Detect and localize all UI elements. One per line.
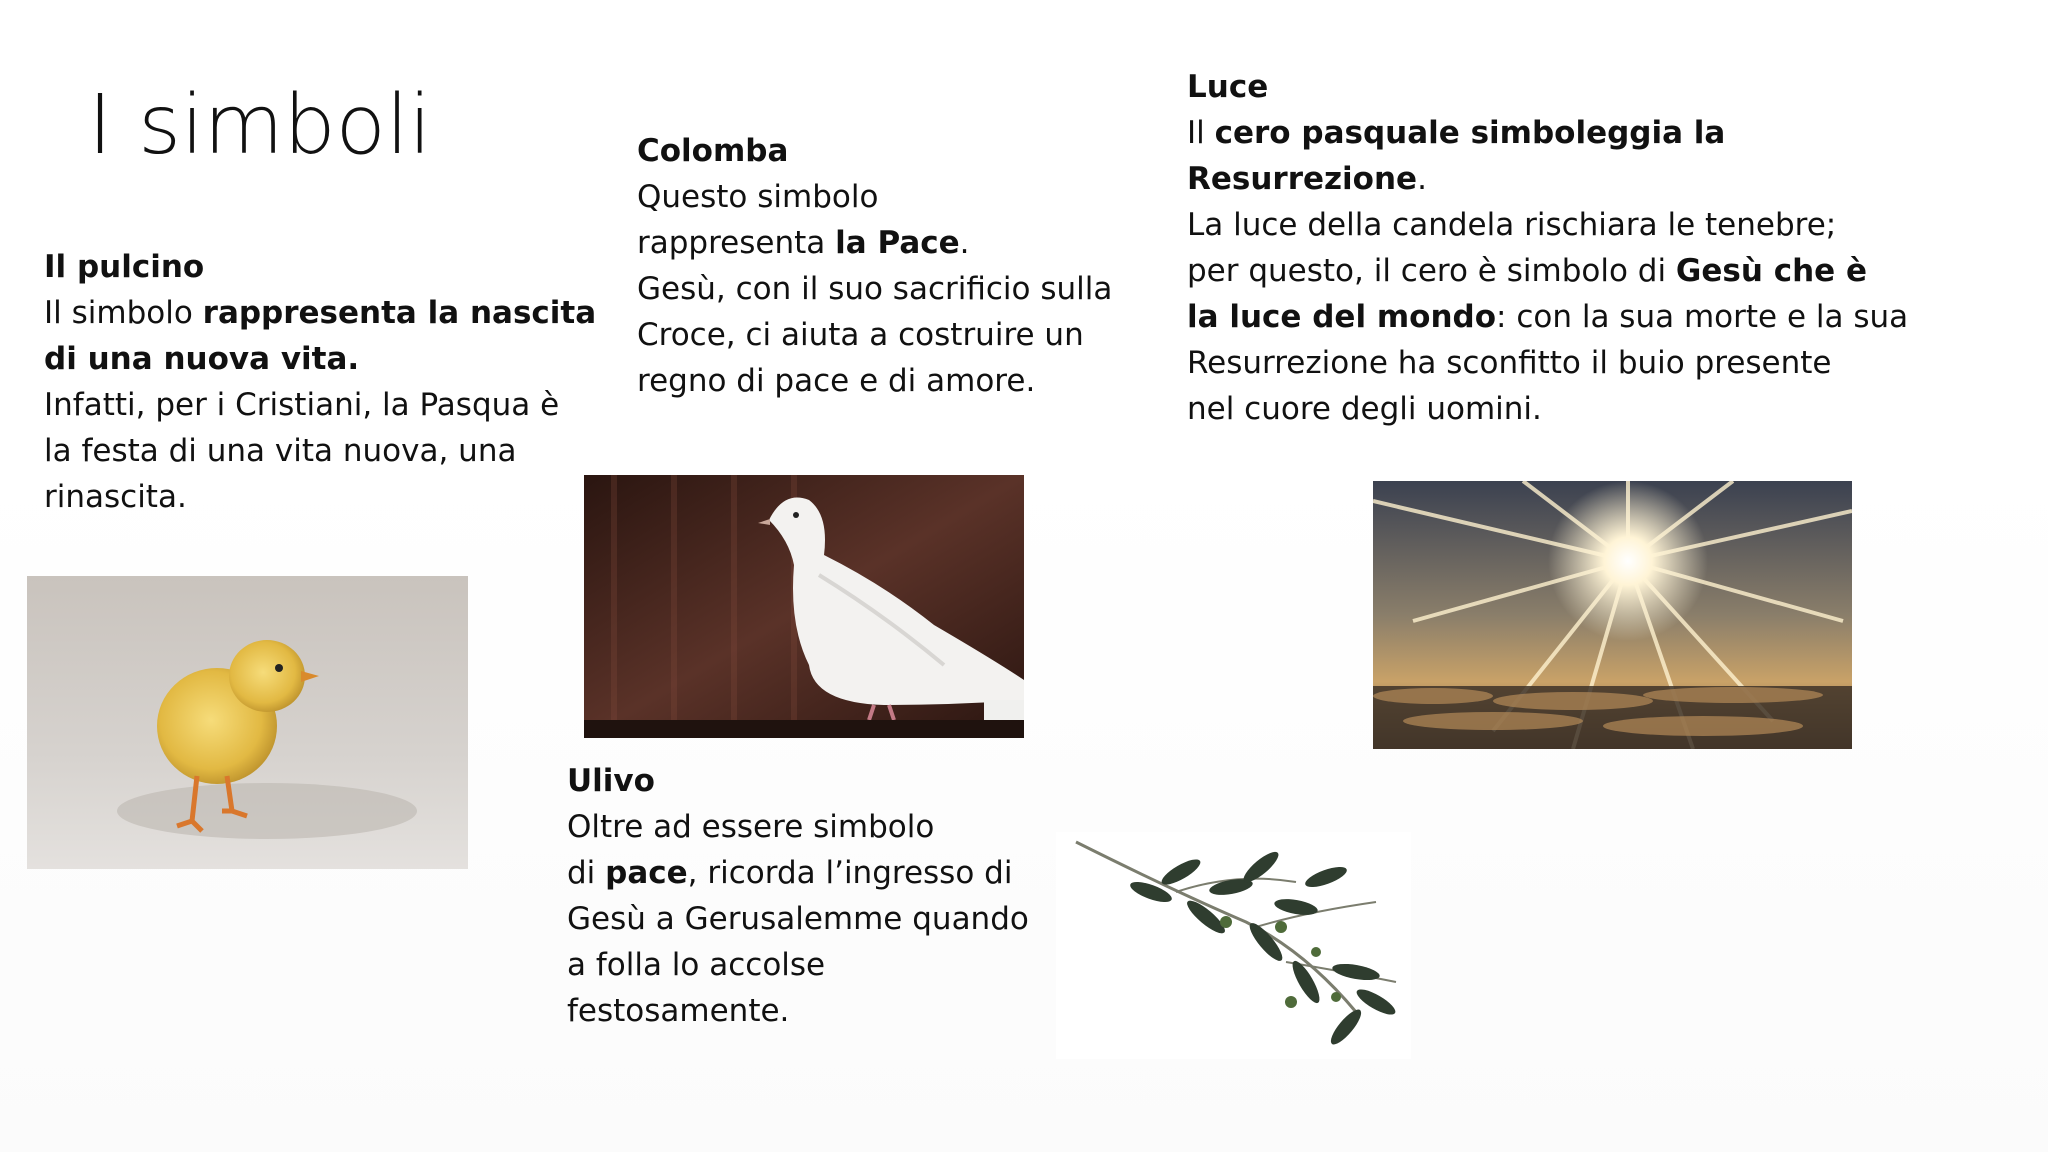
- luce-bold: la luce del mondo: [1187, 299, 1497, 335]
- ulivo-line: Oltre ad essere simbolo: [567, 809, 935, 845]
- colomba-line: Questo simbolo: [637, 179, 879, 215]
- ulivo-bold: pace: [605, 855, 688, 891]
- pulcino-text: [44, 244, 596, 520]
- ulivo-line: , ricorda l’ingresso di: [687, 855, 1013, 891]
- colomba-line: Croce, ci aiuta a costruire un: [637, 317, 1084, 353]
- luce-line: La luce della candela rischiara le tenebre;: [1187, 207, 1837, 243]
- luce-bold: Gesù che è: [1675, 253, 1867, 289]
- ulivo-line: Gesù a Gerusalemme quando: [567, 901, 1029, 937]
- pulcino-line: rinascita.: [44, 479, 187, 515]
- pulcino-line: Infatti, per i Cristiani, la Pasqua è: [44, 387, 560, 423]
- pulcino-line: Il simbolo: [44, 295, 203, 331]
- colomba-line: regno di pace e di amore.: [637, 363, 1036, 399]
- colomba-text: [637, 128, 1112, 404]
- pulcino-line: la festa di una vita nuova, una: [44, 433, 517, 469]
- luce-line: Resurrezione ha sconfitto il buio presente: [1187, 345, 1832, 381]
- ulivo-text: [567, 758, 1029, 1034]
- slide-title: I simboli: [88, 78, 432, 173]
- colomba-bold: la Pace: [835, 225, 960, 261]
- pulcino-bold: rappresenta la nascita: [202, 295, 597, 331]
- olive-branch-image: [1056, 832, 1411, 1059]
- colomba-line: rappresenta: [637, 225, 836, 261]
- pulcino-bold: di una nuova vita.: [44, 341, 360, 377]
- chick-image: [27, 576, 468, 869]
- colomba-line: .: [959, 225, 970, 261]
- luce-line: nel cuore degli uomini.: [1187, 391, 1542, 427]
- luce-text: [1187, 64, 1908, 432]
- sun-image: [1373, 481, 1852, 749]
- luce-bold: Resurrezione: [1187, 161, 1418, 197]
- luce-heading: Luce: [1187, 69, 1269, 105]
- dove-image: [584, 475, 1024, 738]
- colomba-line: Gesù, con il suo sacrificio sulla: [637, 271, 1113, 307]
- colomba-heading: Colomba: [637, 133, 789, 169]
- luce-line: per questo, il cero è simbolo di: [1187, 253, 1676, 289]
- luce-line: .: [1417, 161, 1427, 197]
- ulivo-line: a folla lo accolse: [567, 947, 826, 983]
- ulivo-line: di: [567, 855, 606, 891]
- ulivo-line: festosamente.: [567, 993, 790, 1029]
- luce-bold: cero pasquale simboleggia la: [1214, 115, 1726, 151]
- pulcino-heading: Il pulcino: [44, 249, 205, 285]
- luce-line: Il: [1187, 115, 1215, 151]
- luce-line: : con la sua morte e la sua: [1496, 299, 1909, 335]
- ulivo-heading: Ulivo: [567, 763, 655, 799]
